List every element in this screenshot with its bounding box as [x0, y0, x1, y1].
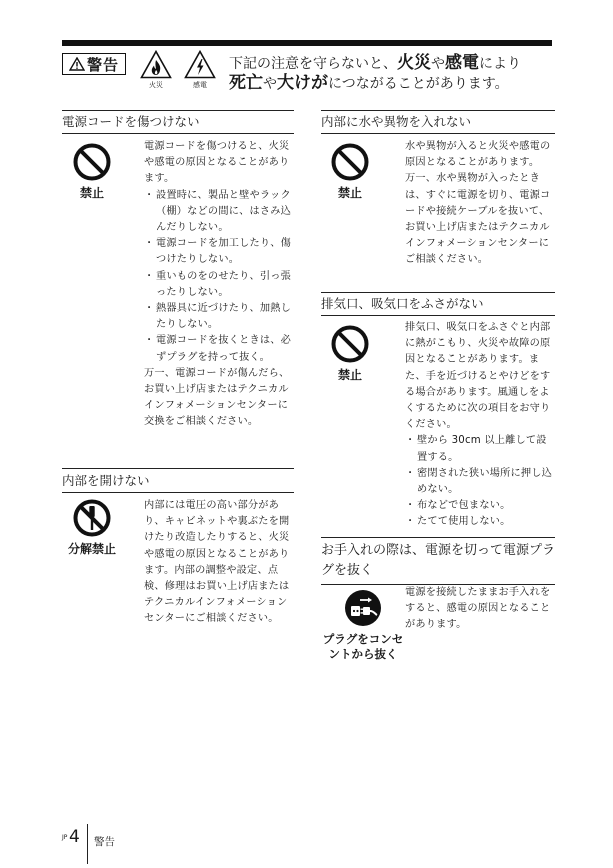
prohibition-block-water	[320, 142, 380, 200]
section-rule	[62, 468, 294, 469]
section-title-open: 内部を開けない	[62, 473, 294, 493]
unplug-label: プラグをコンセントから抜く	[322, 632, 404, 661]
top-rule	[62, 40, 552, 46]
fire-hazard-label: 火災	[149, 81, 163, 89]
headline-text: や	[431, 56, 445, 72]
prohibition-icon	[330, 142, 370, 182]
headline-emphasis: 死亡	[229, 73, 263, 93]
warning-headline	[229, 54, 559, 94]
clean-text: 電源を接続したままお手入れをすると、感電の原因となることがあります。	[405, 587, 551, 631]
water-text-1: 水や異物が入ると火災や感電の原因となることがあります。	[405, 141, 551, 169]
disassembly-block	[62, 498, 122, 556]
prohibition-label: 禁止	[337, 186, 362, 200]
open-text: 内部には電圧の高い部分があり、キャビネットや裏ぶたを開けたり改造したりすると、火災や感電の原因となることがあります。内部の調整や設定、点検、修理はお買い上げ店またはテクニカルインフォメーションセンターにご相談ください。	[144, 500, 290, 625]
section-body-vent	[405, 320, 555, 531]
warning-triangle-icon	[69, 57, 85, 71]
headline-text: や	[263, 76, 277, 92]
footer-section-title: 警告	[94, 836, 115, 848]
section-rule	[321, 110, 555, 111]
headline-emphasis: 大けが	[277, 73, 328, 93]
list-item: ・ たてて使用しない。	[405, 514, 555, 530]
unplug-icon	[343, 588, 383, 628]
prohibition-icon	[72, 142, 112, 182]
footer-separator	[87, 824, 88, 864]
prohibition-label: 禁止	[337, 368, 362, 382]
fire-hazard-icon	[140, 50, 172, 79]
prohibition-block-cord	[62, 142, 122, 200]
section-title-vent: 排気口、吸気口をふさがない	[321, 296, 555, 316]
footer-language-code: JP	[62, 834, 68, 841]
fire-hazard	[139, 50, 173, 90]
headline-line-1	[229, 54, 559, 74]
list-item: ・ 熱器具に近づけたり、加熱したりしない。	[144, 301, 292, 333]
electric-shock-icon	[184, 50, 216, 79]
section-title-clean: お手入れの際は、電源を切って電源プラグを抜く	[321, 541, 555, 585]
list-item: ・ 布などで包まない。	[405, 498, 555, 514]
section-rule	[321, 537, 555, 538]
cord-intro: 電源コードを傷つけると、火災や感電の原因となることがあります。	[144, 141, 290, 185]
headline-line-2	[229, 74, 559, 94]
section-title-water: 内部に水や異物を入れない	[321, 114, 555, 134]
cord-outro: 万一、電源コードが傷んだら、お買い上げ店またはテクニカルインフォメーションセンターに交換をご相談ください。	[144, 367, 290, 428]
unplug-block	[318, 588, 408, 662]
headline-text: により	[479, 56, 521, 72]
shock-hazard-label: 感電	[193, 81, 207, 89]
section-body-water	[405, 139, 555, 269]
section-body-open	[144, 498, 294, 628]
prohibition-block-vent	[320, 324, 380, 382]
list-item: ・ 密閉された狭い場所に押し込めない。	[405, 466, 555, 498]
section-body-cord	[144, 139, 292, 431]
list-item: ・ 設置時に、製品と壁やラック（棚）などの間に、はさみ込んだりしない。	[144, 188, 292, 237]
water-text-2: 万一、水や異物が入ったときは、すぐに電源を切り、電源コードや接続ケーブルを抜いて、お買い上げ店またはテクニカルインフォメーションセンターにご相談ください。	[405, 173, 551, 266]
list-item: ・ 電源コードを抜くときは、必ずプラグを持って抜く。	[144, 333, 292, 365]
section-title-cord: 電源コードを傷つけない	[62, 114, 294, 134]
section-body-clean	[405, 585, 555, 634]
vent-intro: 排気口、吸気口をふさぐと内部に熱がこもり、火災や故障の原因となることがあります。また、手を近づけるとやけどをする場合があります。風通しをよくするために次の項目をお守りください。	[405, 322, 551, 431]
prohibition-label: 禁止	[79, 186, 104, 200]
headline-text: 下記の注意を守らないと、	[229, 56, 397, 72]
list-item: ・ 重いものをのせたり、引っ張ったりしない。	[144, 269, 292, 301]
disassembly-label: 分解禁止	[67, 542, 116, 556]
warning-label-box	[62, 53, 126, 75]
section-rule	[62, 110, 294, 111]
prohibition-icon	[330, 324, 370, 364]
page-number: 4	[69, 827, 80, 847]
no-disassembly-icon	[72, 498, 112, 538]
list-item: ・ 電源コードを加工したり、傷つけたりしない。	[144, 236, 292, 268]
shock-hazard	[183, 50, 217, 90]
cord-list	[144, 188, 292, 366]
headline-emphasis: 火災	[397, 53, 431, 73]
warning-label: 警告	[86, 55, 119, 74]
headline-emphasis: 感電	[445, 53, 479, 73]
headline-text: につながることがあります。	[328, 76, 509, 92]
vent-list	[405, 433, 555, 530]
section-rule	[321, 292, 555, 293]
list-item: ・ 壁から 30cm 以上離して設置する。	[405, 433, 555, 465]
